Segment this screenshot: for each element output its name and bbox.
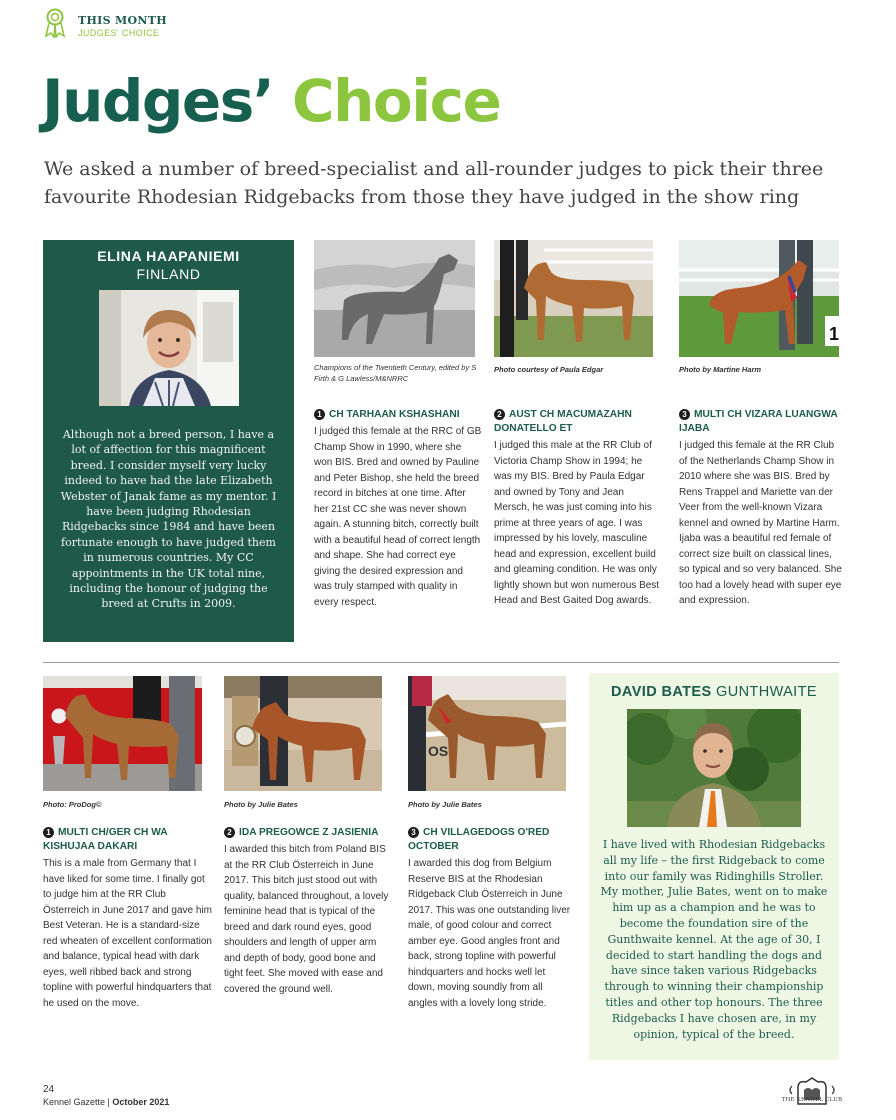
pick-description: This is a male from Germany that I have liked for some time. I finally got to judge him at the RR Club Österreich in June 2017 and gave him Best Veteran. He is a standard-size red wheaten of excellent conformation and balance, typical head with dark eyes, well ribbed back and strong topline with powerful hindquarters that he used on the move. (43, 858, 212, 1009)
pick-entry-1 (314, 408, 482, 610)
page-number: 24 (43, 1084, 55, 1095)
pick-dog-name: CH VILLAGEDOGS O'RED OCTOBER (408, 827, 550, 852)
dog-photo-5 (224, 676, 382, 791)
intro-text: We asked a number of breed-specialist and all-rounder judges to pick their three favourite Rhodesian Ridgebacks from those they have judged in the show ring (44, 158, 824, 208)
pick-number: 3 (408, 827, 419, 838)
page-title (42, 67, 501, 135)
pick-dog-name: MULTI CH/GER CH WA KISHUJAA DAKARI (43, 827, 168, 852)
pick-description: I judged this male at the RR Club of Victoria Champ Show in 1994; he was my BIS. Bred by Paula Edgar and owned by Tony and Jean Mersch, he was just coming into his prime at three years of age. I was impressed by his lovely, masculine head and expression, excellent build and gleaming condition. He was only lightly shown but won numerous Best Head and Best Gaited Dog awards. (494, 440, 660, 606)
pick-entry-6 (408, 826, 574, 1011)
rosette-icon (44, 8, 66, 38)
judge-profile-panel (43, 240, 294, 642)
photo-2-caption: Photo courtesy of Paula Edgar (494, 365, 604, 374)
pick-number: 2 (224, 827, 235, 838)
svg-text:OS: OS (428, 743, 449, 759)
subsection-label: JUDGES' CHOICE (78, 28, 160, 38)
pick-description: I awarded this bitch from Poland BIS at the RR Club Österreich in June 2017. This bitch just stood out with quality, balanced throughout, a lovely feminine head that is typical of the breed and dark round eyes, good shoulders and length of upper arm and depth of body, good bone and tight feet. She moved with ease and covered the ground well. (224, 844, 389, 995)
pick-number: 1 (314, 409, 325, 420)
dog-photo-6 (408, 676, 566, 791)
photo-4-caption: Photo: ProDog© (43, 800, 102, 809)
judge-portrait (99, 290, 239, 406)
dog-photo-1 (314, 240, 475, 357)
publication-name: Kennel Gazette (43, 1097, 106, 1107)
pick-description: I awarded this dog from Belgium Reserve BIS at the Rhodesian Ridgeback Club Österreich in June 2017. This was one outstanding liver male, of good colour and correct amber eye. Good angles front and back, strong topline with powerful hindquarters and hocks well let down, moving soundly from all angles with a lovely long stride. (408, 858, 571, 1009)
dog-photo-5-image (224, 676, 382, 791)
dog-photo-4 (43, 676, 202, 791)
photo-5-caption: Photo by Julie Bates (224, 800, 298, 809)
photo-6-caption: Photo by Julie Bates (408, 800, 482, 809)
pick-entry-2 (494, 408, 660, 609)
title-part-2: Choice (292, 67, 501, 135)
section-header (44, 8, 344, 40)
judge-portrait (627, 709, 801, 827)
pick-entry-3 (679, 408, 842, 609)
pick-description: I judged this female at the RRC of GB Champ Show in 1990, where she won BIS. Bred and owned by Pauline and Peter Bishop, she held the breed record in bitches at one time. After her 21st CC she was never shown again. A stunning bitch, correctly built with a beautiful head of correct length and shape. She had correct eye giving the desired expression and was truly stamped with quality in every respect. (314, 426, 482, 608)
dog-photo-2-image (494, 240, 653, 357)
title-part-1: Judges’ (42, 67, 274, 135)
judge-bio: I have lived with Rhodesian Ridgebacks all my life – the first Ridgeback to come into our family was Ridinghills Stroller. My mother, Julie Bates, went on to make him up as a champion and he was to become the foundation sire of the Gunthwaite kennel. At the age of 30, I decided to start handling the dogs and have since taken various Ridgebacks through to winning their championship titles and other top honours. The three Ridgebacks I have chosen are, in my opinion, typical of the breed. (600, 838, 828, 1041)
judge-country: FINLAND (136, 266, 201, 282)
pick-dog-name: IDA PREGOWCE Z JASIENIA (239, 827, 379, 838)
pick-number: 3 (679, 409, 690, 420)
dog-photo-6-image (408, 676, 566, 791)
pick-dog-name: CH TARHAAN KSHASHANI (329, 409, 460, 420)
dog-photo-3-image (679, 240, 839, 357)
judge-name-main: DAVID BATES (611, 684, 712, 700)
pick-entry-4 (43, 826, 213, 1011)
photo-3-caption: Photo by Martine Harm (679, 365, 762, 374)
pick-description: I judged this female at the RR Club of the Netherlands Champ Show in 2010 where she was BIS. Bred by Rens Trappel and Mariette van der Veer from the well-known Vizara kennel and owned by Martine Harm. Ijaba was a beautiful red female of correct size built on classical lines, so typical and so very balanced. She too had a lovely head with super eye and expression. (679, 440, 842, 606)
kennel-club-logo-text: THE KENNEL CLUB (781, 1097, 843, 1103)
judge-bio: Although not a breed person, I have a lot of affection for this magnificent breed. I consider myself very lucky indeed to have had the late Elizabeth Webster of Janak fame as my mentor. I have been judging Rhodesian Ridgebacks since 1984 and have been fortunate enough to have judged them in numerous countries. My CC appointments in the UK total nine, including the honour of judging the breed at Crufts in 2009. (60, 428, 277, 611)
section-divider (43, 662, 839, 663)
publication-line: Kennel Gazette | October 2021 (43, 1097, 170, 1107)
pick-heading (679, 408, 842, 436)
section-label: THIS MONTH (78, 14, 167, 27)
pick-heading (43, 826, 213, 854)
pick-heading (494, 408, 660, 436)
pick-dog-name: AUST CH MACUMAZAHN DONATELLO ET (494, 409, 632, 434)
svg-text:1: 1 (829, 324, 839, 344)
judge-name (589, 684, 839, 700)
photo-1-caption: Champions of the Twentieth Century, edited by S Firth & G Lawless/M&NRRC (314, 363, 477, 383)
judge-profile-panel (589, 673, 839, 1060)
pick-number: 2 (494, 409, 505, 420)
pick-entry-5 (224, 826, 392, 997)
judge-kennel: GUNTHWAITE (716, 684, 817, 700)
pick-heading (314, 408, 482, 422)
pick-heading (224, 826, 392, 840)
judge-name: ELINA HAAPANIEMI (97, 248, 240, 264)
pick-number: 1 (43, 827, 54, 838)
dog-photo-4-image (43, 676, 202, 791)
pick-dog-name: MULTI CH VIZARA LUANGWA IJABA (679, 409, 838, 434)
dog-photo-1-image (314, 240, 475, 357)
dog-photo-3 (679, 240, 839, 357)
dog-photo-2 (494, 240, 653, 357)
pick-heading (408, 826, 574, 854)
issue-date: October 2021 (112, 1097, 170, 1107)
